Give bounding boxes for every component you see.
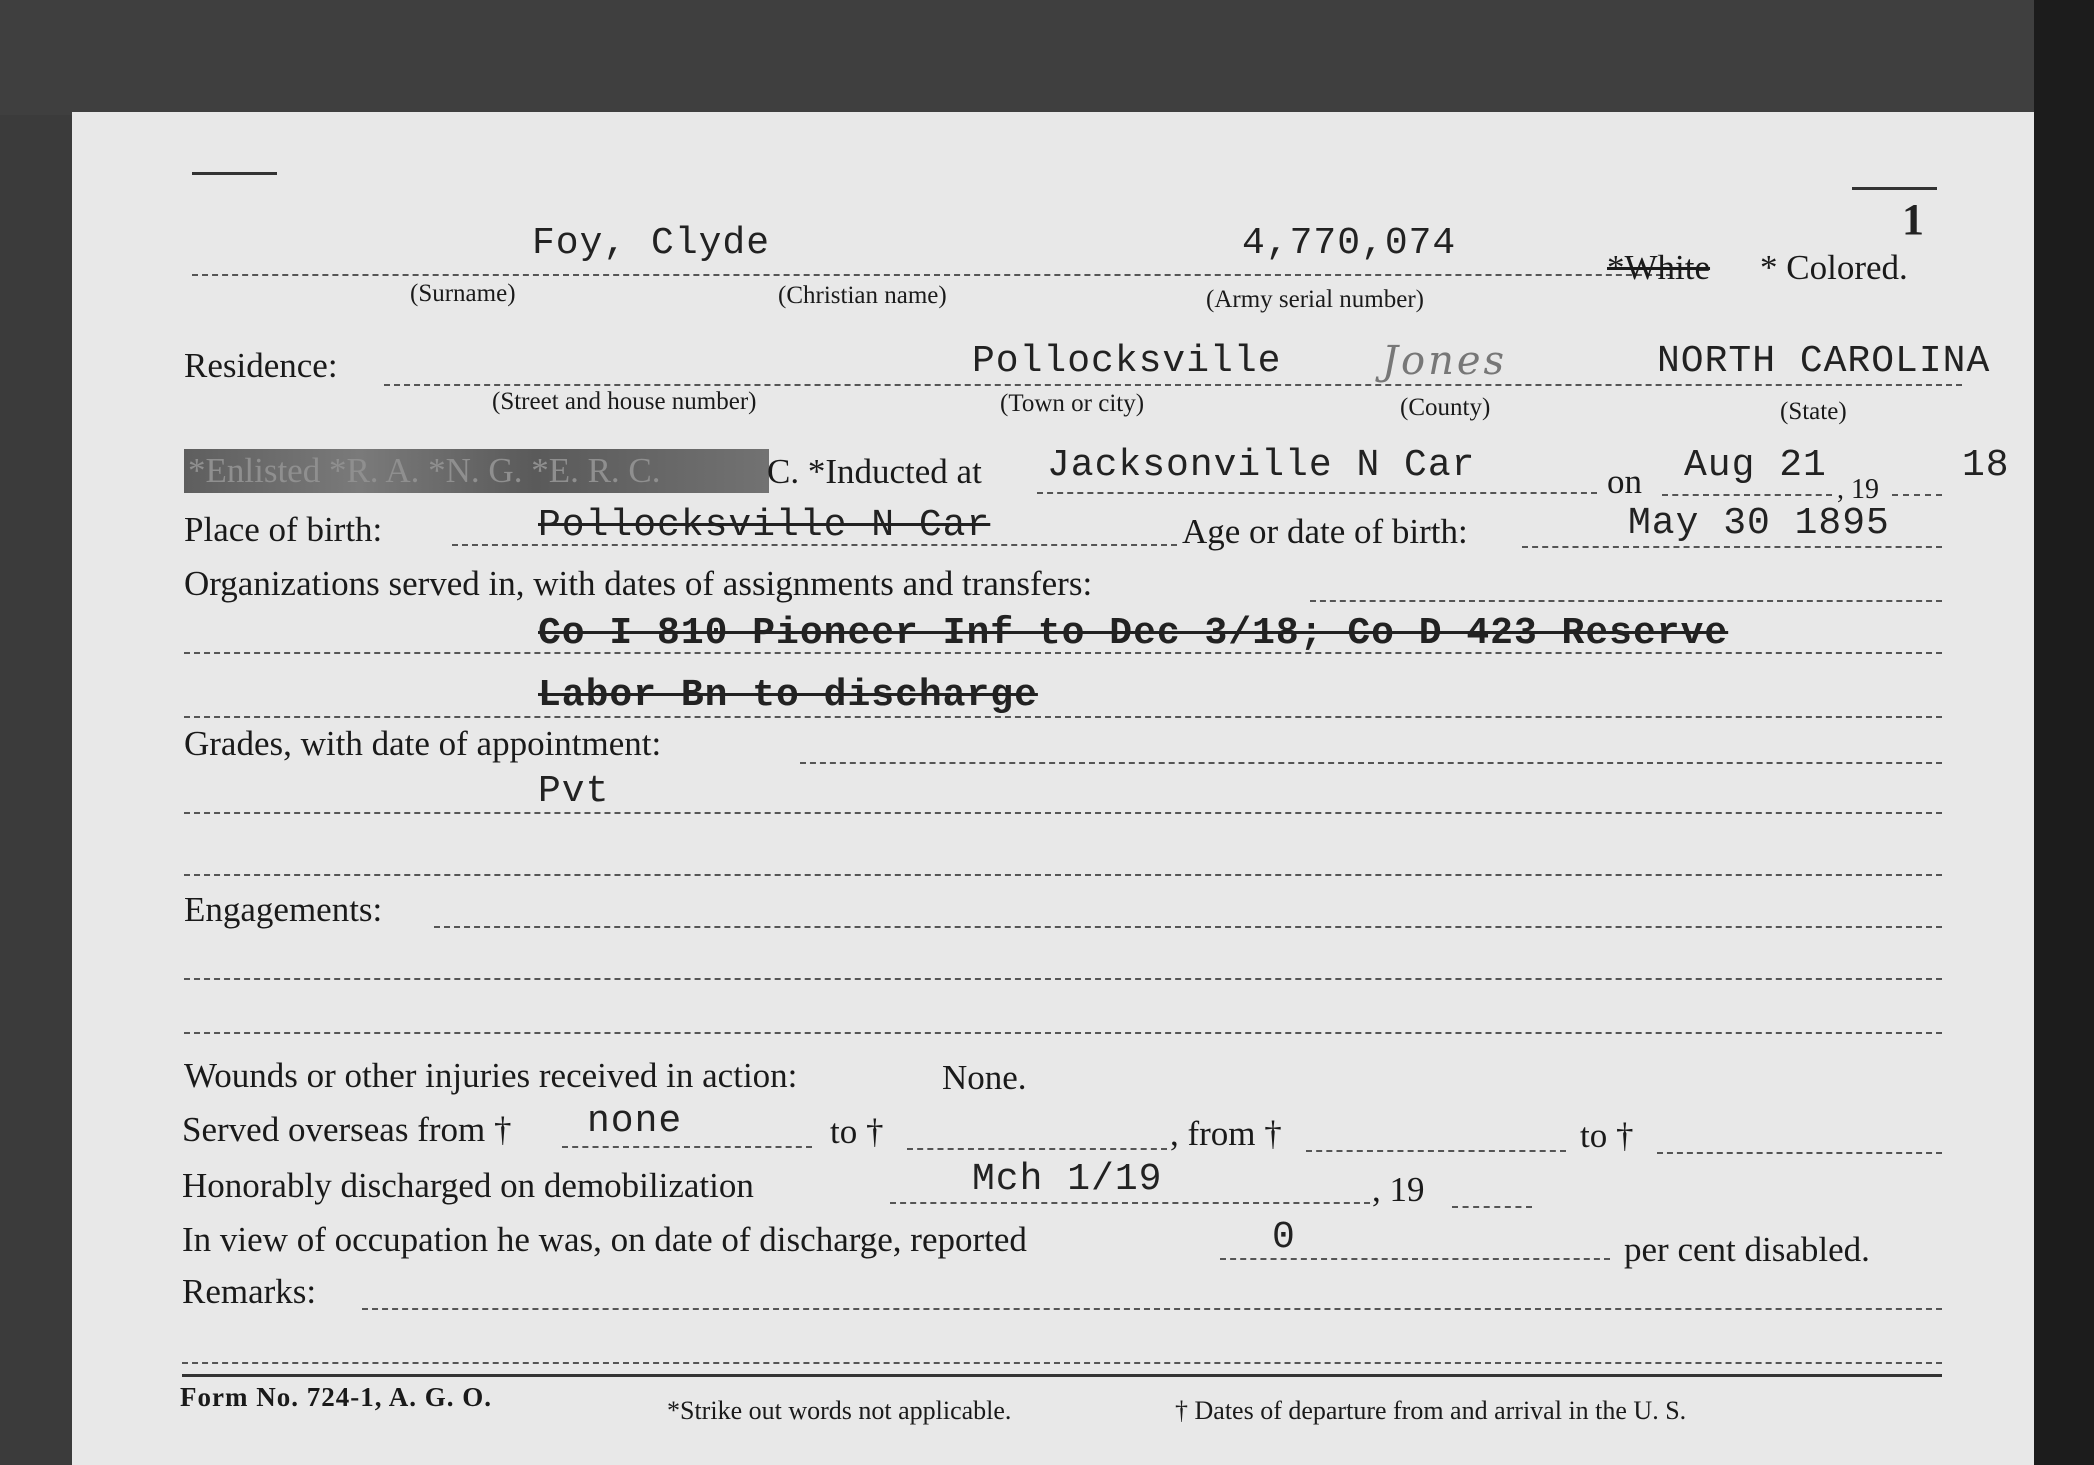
scan-background-top [0, 0, 2094, 115]
race-white-struck: *White [1607, 248, 1711, 287]
footer-note-dates: † Dates of departure from and arrival in the U. S. [1175, 1396, 1687, 1425]
inducted-place: Jacksonville N Car [1047, 444, 1476, 487]
inducted-year: 18 [1962, 444, 2010, 487]
caption-town: (Town or city) [1000, 390, 1145, 417]
disability-label: In view of occupation he was, on date of discharge, reported [182, 1220, 1027, 1259]
top-left-rule [192, 172, 277, 175]
inducted-date-line [1662, 494, 1832, 496]
disability-value: 0 [1272, 1216, 1296, 1259]
overseas-to-line [907, 1148, 1167, 1150]
discharge-year-label: , 19 [1372, 1170, 1425, 1209]
discharge-year-line [1452, 1206, 1532, 1208]
serial-number: 4,770,074 [1242, 222, 1457, 265]
name-line [192, 274, 1672, 276]
race-colored: * Colored. [1760, 248, 1908, 287]
organizations-line-2 [184, 716, 1942, 718]
residence-line [384, 384, 1962, 386]
overseas-from-line [562, 1146, 812, 1148]
overseas-to2-line [1657, 1152, 1942, 1154]
caption-christian: (Christian name) [778, 282, 947, 309]
wounds-label: Wounds or other injuries received in action: [184, 1056, 798, 1095]
on-label: on [1607, 462, 1642, 501]
disability-suffix: per cent disabled. [1624, 1230, 1870, 1269]
grades-line-2 [184, 874, 1942, 876]
overseas-from2-label: , from † [1170, 1114, 1282, 1153]
overseas-label: Served overseas from † [182, 1110, 512, 1149]
caption-street: (Street and house number) [492, 388, 757, 415]
grades-line-0 [800, 762, 1942, 764]
top-right-rule [1852, 187, 1937, 190]
card-number: 1 [1902, 195, 1925, 244]
engagements-line-0 [434, 926, 1942, 928]
engagements-line-1 [184, 978, 1942, 980]
overseas-to2-label: to † [1580, 1116, 1634, 1155]
birthplace-label: Place of birth: [184, 510, 383, 549]
caption-state: (State) [1780, 398, 1847, 425]
struck-enlistment-text: *Enlisted *R. A. *N. G. *E. R. C. [188, 451, 661, 490]
organizations-line-0 [1310, 600, 1942, 602]
discharge-date: Mch 1/19 [972, 1158, 1163, 1201]
inducted-at-label: C. *Inducted at [767, 452, 982, 491]
inducted-year-line [1892, 494, 1942, 496]
engagements-label: Engagements: [184, 890, 383, 929]
wounds-value: None. [942, 1058, 1027, 1097]
residence-state: NORTH CAROLINA [1657, 340, 1991, 383]
caption-serial: (Army serial number) [1206, 286, 1424, 313]
birthdate-line [1522, 546, 1942, 548]
inducted-year-prefix: , 19 [1837, 474, 1879, 505]
engagements-line-2 [184, 1032, 1942, 1034]
remarks-label: Remarks: [182, 1272, 317, 1311]
residence-town: Pollocksville [972, 340, 1282, 383]
organizations-entry-1: Co I 810 Pioneer Inf to Dec 3/18; Co D 423 Reserve [538, 612, 1729, 655]
footer-rule [182, 1374, 1942, 1377]
grades-label: Grades, with date of appointment: [184, 724, 662, 763]
organizations-entry-2: Labor Bn to discharge [538, 674, 1038, 717]
grade-value: Pvt [538, 770, 610, 813]
residence-county-handwritten: Jones [1382, 338, 1508, 384]
overseas-from2-line [1306, 1150, 1566, 1152]
birthplace-struck: Pollocksville N Car [538, 504, 991, 547]
full-name: Foy, Clyde [532, 222, 771, 265]
service-record-card [72, 112, 2034, 1465]
inducted-date: Aug 21 [1684, 444, 1827, 487]
birth-date: May 30 1895 [1628, 502, 1890, 545]
overseas-from-value: none [587, 1100, 683, 1143]
struck-enlistment-options [184, 449, 769, 493]
grades-line-1 [184, 812, 1942, 814]
age-label: Age or date of birth: [1182, 512, 1468, 551]
scan-background-right [2034, 0, 2094, 1465]
discharge-line [890, 1202, 1370, 1204]
inducted-place-line [1037, 492, 1597, 494]
footer-note-strike: *Strike out words not applicable. [667, 1396, 1012, 1425]
remarks-line-0 [362, 1308, 1942, 1310]
organizations-label: Organizations served in, with dates of assignments and transfers: [184, 564, 1093, 603]
residence-label: Residence: [184, 346, 338, 385]
overseas-to-label: to † [830, 1112, 884, 1151]
discharge-label: Honorably discharged on demobilization [182, 1166, 754, 1205]
caption-surname: (Surname) [410, 280, 516, 307]
caption-county: (County) [1400, 394, 1491, 421]
form-number: Form No. 724-1, A. G. O. [180, 1382, 492, 1412]
remarks-line-1 [182, 1362, 1942, 1364]
